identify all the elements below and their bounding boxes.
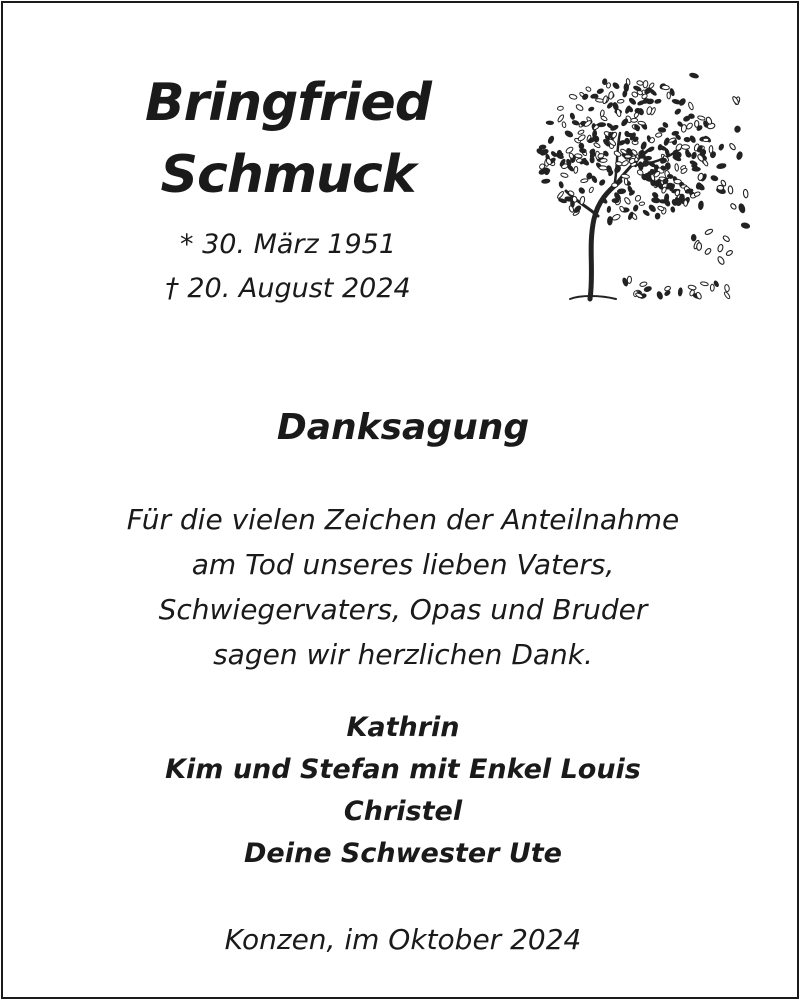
thank-you-text bbox=[3, 497, 800, 677]
signers-list bbox=[3, 707, 800, 875]
place-and-date: Konzen, im Oktober 2024 bbox=[224, 923, 582, 956]
deceased-first-name: Bringfried bbox=[145, 73, 431, 133]
thank-you-line: am Tod unseres lieben Vaters, bbox=[191, 548, 615, 581]
notice-frame bbox=[1, 1, 799, 999]
thank-you-line: Schwiegervaters, Opas und Bruder bbox=[158, 593, 648, 626]
signer-name: Deine Schwester Ute bbox=[244, 838, 562, 869]
signer-name: Christel bbox=[343, 796, 463, 827]
signer-name: Kathrin bbox=[346, 712, 460, 743]
thank-you-line: sagen wir herzlichen Dank. bbox=[213, 638, 593, 671]
deceased-last-name: Schmuck bbox=[160, 145, 416, 205]
birth-date: * 30. März 1951 bbox=[179, 229, 396, 260]
signer-name: Kim und Stefan mit Enkel Louis bbox=[165, 754, 641, 785]
tree-with-falling-leaves-icon bbox=[528, 41, 758, 306]
death-date: † 20. August 2024 bbox=[165, 273, 411, 304]
notice-heading: Danksagung bbox=[276, 407, 530, 448]
thank-you-line: Für die vielen Zeichen der Anteilnahme bbox=[126, 503, 680, 536]
